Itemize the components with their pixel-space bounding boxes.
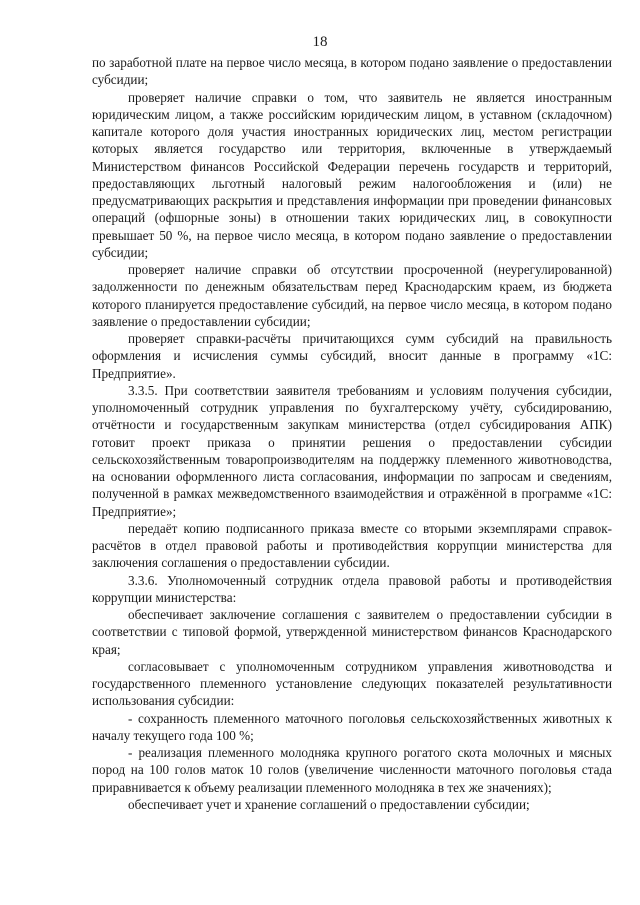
paragraph: по заработной плате на первое число месяца, в котором подано заявление о предоставлении субсидии; — [92, 55, 612, 88]
paragraph: обеспечивает учет и хранение соглашений о предоставлении субсидии; — [128, 796, 530, 812]
page-number: 18 — [312, 34, 328, 50]
paragraph: - сохранность племенного маточного поголовья сельскохозяйственных животных к началу текущего года 100 %; — [92, 710, 612, 743]
paragraph: 3.3.5. При соответствии заявителя требованиям и условиям получения субсидии, уполномоченный сотрудник управления по бухгалтерскому учёту, субсидированию, отчётности и государственным закупкам министерства (отдел субсидирования АПК) готовит проект приказа о принятии решения о предоставлении субсидии сельскохозяйственным товаропроизводителям на поддержку племенного животноводства, на основании оформленного листа согласования, информации по запросам и сведениям, полученной в рамках межведомственного взаимодействия и отражённой в программе «1С: Предприятие»; — [92, 382, 612, 519]
document-body — [92, 54, 612, 813]
paragraph: проверяет наличие справки о том, что заявитель не является иностранным юридическим лицом, а также российским юридическим лицом, в уставном (складочном) капитале которого доля участия иностранных юридических лиц, местом регистрации которых является государство или территория, включенные в утверждаемый Министерством финансов Российской Федерации перечень государств и территорий, предоставляющих льготный налоговый режим налогообложения и (или) не предусматривающих раскрытия и представления информации при проведении финансовых операций (офшорные зоны) в отношении таких юридических лиц, в совокупности превышает 50 %, на первое число месяца, в котором подано заявление о предоставлении субсидии; — [92, 89, 612, 260]
paragraph: согласовывает с уполномоченным сотрудником управления животноводства и государственного племенного установление следующих показателей результативности использования субсидии: — [92, 658, 612, 709]
paragraph: передаёт копию подписанного приказа вместе со вторыми экземплярами справок-расчётов в отдел правовой работы и противодействия коррупции министерства для заключения соглашения о предоставлении субсидии. — [92, 520, 612, 571]
paragraph: обеспечивает заключение соглашения с заявителем о предоставлении субсидии в соответствии с типовой формой, утвержденной министерством финансов Краснодарского края; — [92, 607, 612, 657]
paragraph: проверяет справки-расчёты причитающихся сумм субсидий на правильность оформления и исчисления суммы субсидий, вносит данные в программу «1С: Предприятие». — [92, 331, 612, 381]
paragraph: 3.3.6. Уполномоченный сотрудник отдела правовой работы и противодействия коррупции министерства: — [92, 572, 612, 605]
paragraph: - реализация племенного молодняка крупного рогатого скота молочных и мясных пород на 100 голов маток 10 голов (увеличение численности маточного поголовья стада приравнивается к объему реализации племенного молодняка в тех же значениях); — [92, 745, 612, 795]
paragraph: проверяет наличие справки об отсутствии просроченной (неурегулированной) задолженности по денежным обязательствам перед Краснодарским краем, из бюджета которого планируется предоставление субсидий, на первое число месяца, в котором подано заявление о предоставлении субсидии; — [92, 262, 612, 329]
